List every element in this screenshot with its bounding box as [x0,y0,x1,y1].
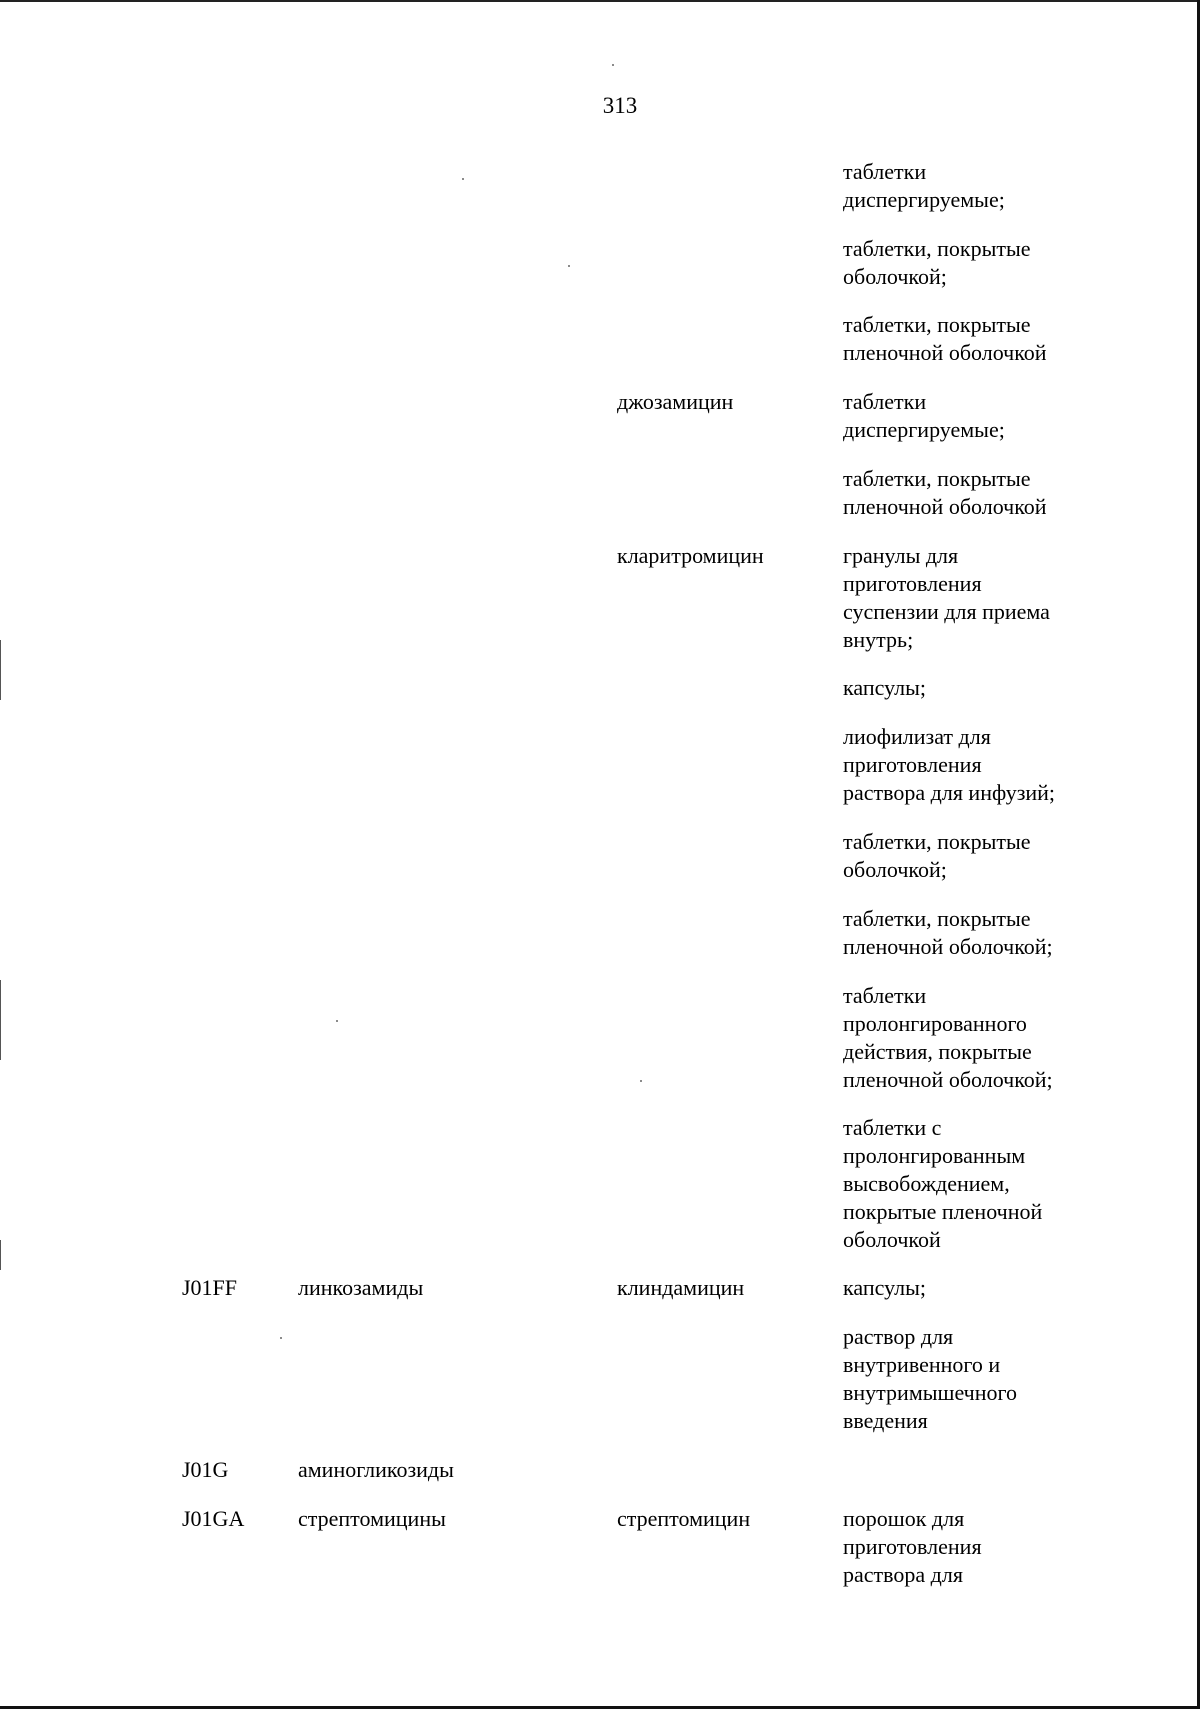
dosage-form-line: диспергируемые; [843,187,1005,212]
dosage-form-line: таблетки, покрытые [843,236,1031,261]
dosage-form-block [843,982,1053,1094]
dosage-form-line: пленочной оболочкой; [843,1067,1053,1092]
dosage-form-line: таблетки, покрытые [843,312,1031,337]
dosage-form-line: раствора для инфузий; [843,780,1056,805]
dosage-form-line: оболочкой; [843,264,947,289]
dosage-form-line: капсулы; [843,675,926,700]
atc-code: J01GA [182,1506,245,1531]
dosage-form-line: оболочкой; [843,857,947,882]
dosage-form-line: таблетки [843,159,927,184]
scan-speck [336,1020,338,1022]
dosage-form-line: гранулы для [843,543,959,568]
dosage-form-line: приготовления [843,1534,982,1559]
dosage-form-line: таблетки [843,389,927,414]
dosage-form-line: диспергируемые; [843,417,1005,442]
dosage-form-block [843,158,1005,214]
dosage-form-block [843,388,1005,444]
dosage-form-line: раствора для [843,1562,963,1587]
scan-edge-left-mark [0,980,1,1060]
dosage-form-line: пролонгированного [843,1011,1027,1036]
scan-edge-top [0,0,1200,2]
dosage-form-line: внутримышечного [843,1380,1017,1405]
dosage-form-line: суспензии для приема [843,599,1050,624]
scan-speck [612,64,614,66]
dosage-form-block [843,542,1050,654]
atc-group-name: линкозамиды [298,1275,424,1300]
dosage-form-line: покрытые пленочной [843,1199,1043,1224]
atc-group-name: стрептомицины [298,1506,446,1531]
dosage-form-line: приготовления [843,571,982,596]
atc-code: J01G [182,1457,229,1482]
dosage-form-line: таблетки, покрытые [843,906,1031,931]
dosage-form-line: внутривенного и [843,1352,1001,1377]
drug-name: стрептомицин [617,1506,751,1531]
dosage-form-block [843,311,1047,367]
dosage-form-line: пленочной оболочкой; [843,934,1053,959]
dosage-form-line: внутрь; [843,627,914,652]
scan-speck [640,1080,642,1082]
dosage-form-line: пленочной оболочкой [843,494,1047,519]
dosage-form-line: пленочной оболочкой [843,340,1047,365]
dosage-form-block [843,235,1031,291]
page-number: 313 [602,93,638,118]
dosage-form-line: лиофилизат для [843,724,991,749]
dosage-form-line: высвобождением, [843,1171,1010,1196]
dosage-form-line: приготовления [843,752,982,777]
scan-edge-left-mark [0,640,1,700]
dosage-form-line: введения [843,1408,928,1433]
dosage-form-line: таблетки [843,983,927,1008]
dosage-form-block [843,465,1047,521]
atc-group-name: аминогликозиды [298,1457,454,1482]
dosage-form-block [843,828,1031,884]
dosage-form-line: раствор для [843,1324,954,1349]
dosage-form-block [843,723,1055,807]
scan-speck [280,1337,282,1339]
scan-speck [568,265,570,267]
dosage-form-line: оболочкой [843,1227,941,1252]
scan-speck [462,178,464,180]
dosage-form-block [843,1323,1017,1435]
drug-name: джозамицин [617,389,734,414]
dosage-form-line: порошок для [843,1506,965,1531]
dosage-form-block [843,674,926,702]
dosage-form-block [843,1274,926,1302]
dosage-form-block [843,1114,1042,1254]
drug-name: клиндамицин [617,1275,745,1300]
dosage-form-block [843,1505,982,1589]
dosage-form-line: таблетки, покрытые [843,829,1031,854]
atc-code: J01FF [182,1275,238,1300]
dosage-form-line: таблетки, покрытые [843,466,1031,491]
dosage-form-line: пролонгированным [843,1143,1026,1168]
dosage-form-line: капсулы; [843,1275,926,1300]
dosage-form-line: таблетки с [843,1115,942,1140]
drug-name: кларитромицин [617,543,764,568]
dosage-form-line: действия, покрытые [843,1039,1032,1064]
scan-edge-left-mark [0,1240,1,1270]
dosage-form-block [843,905,1053,961]
